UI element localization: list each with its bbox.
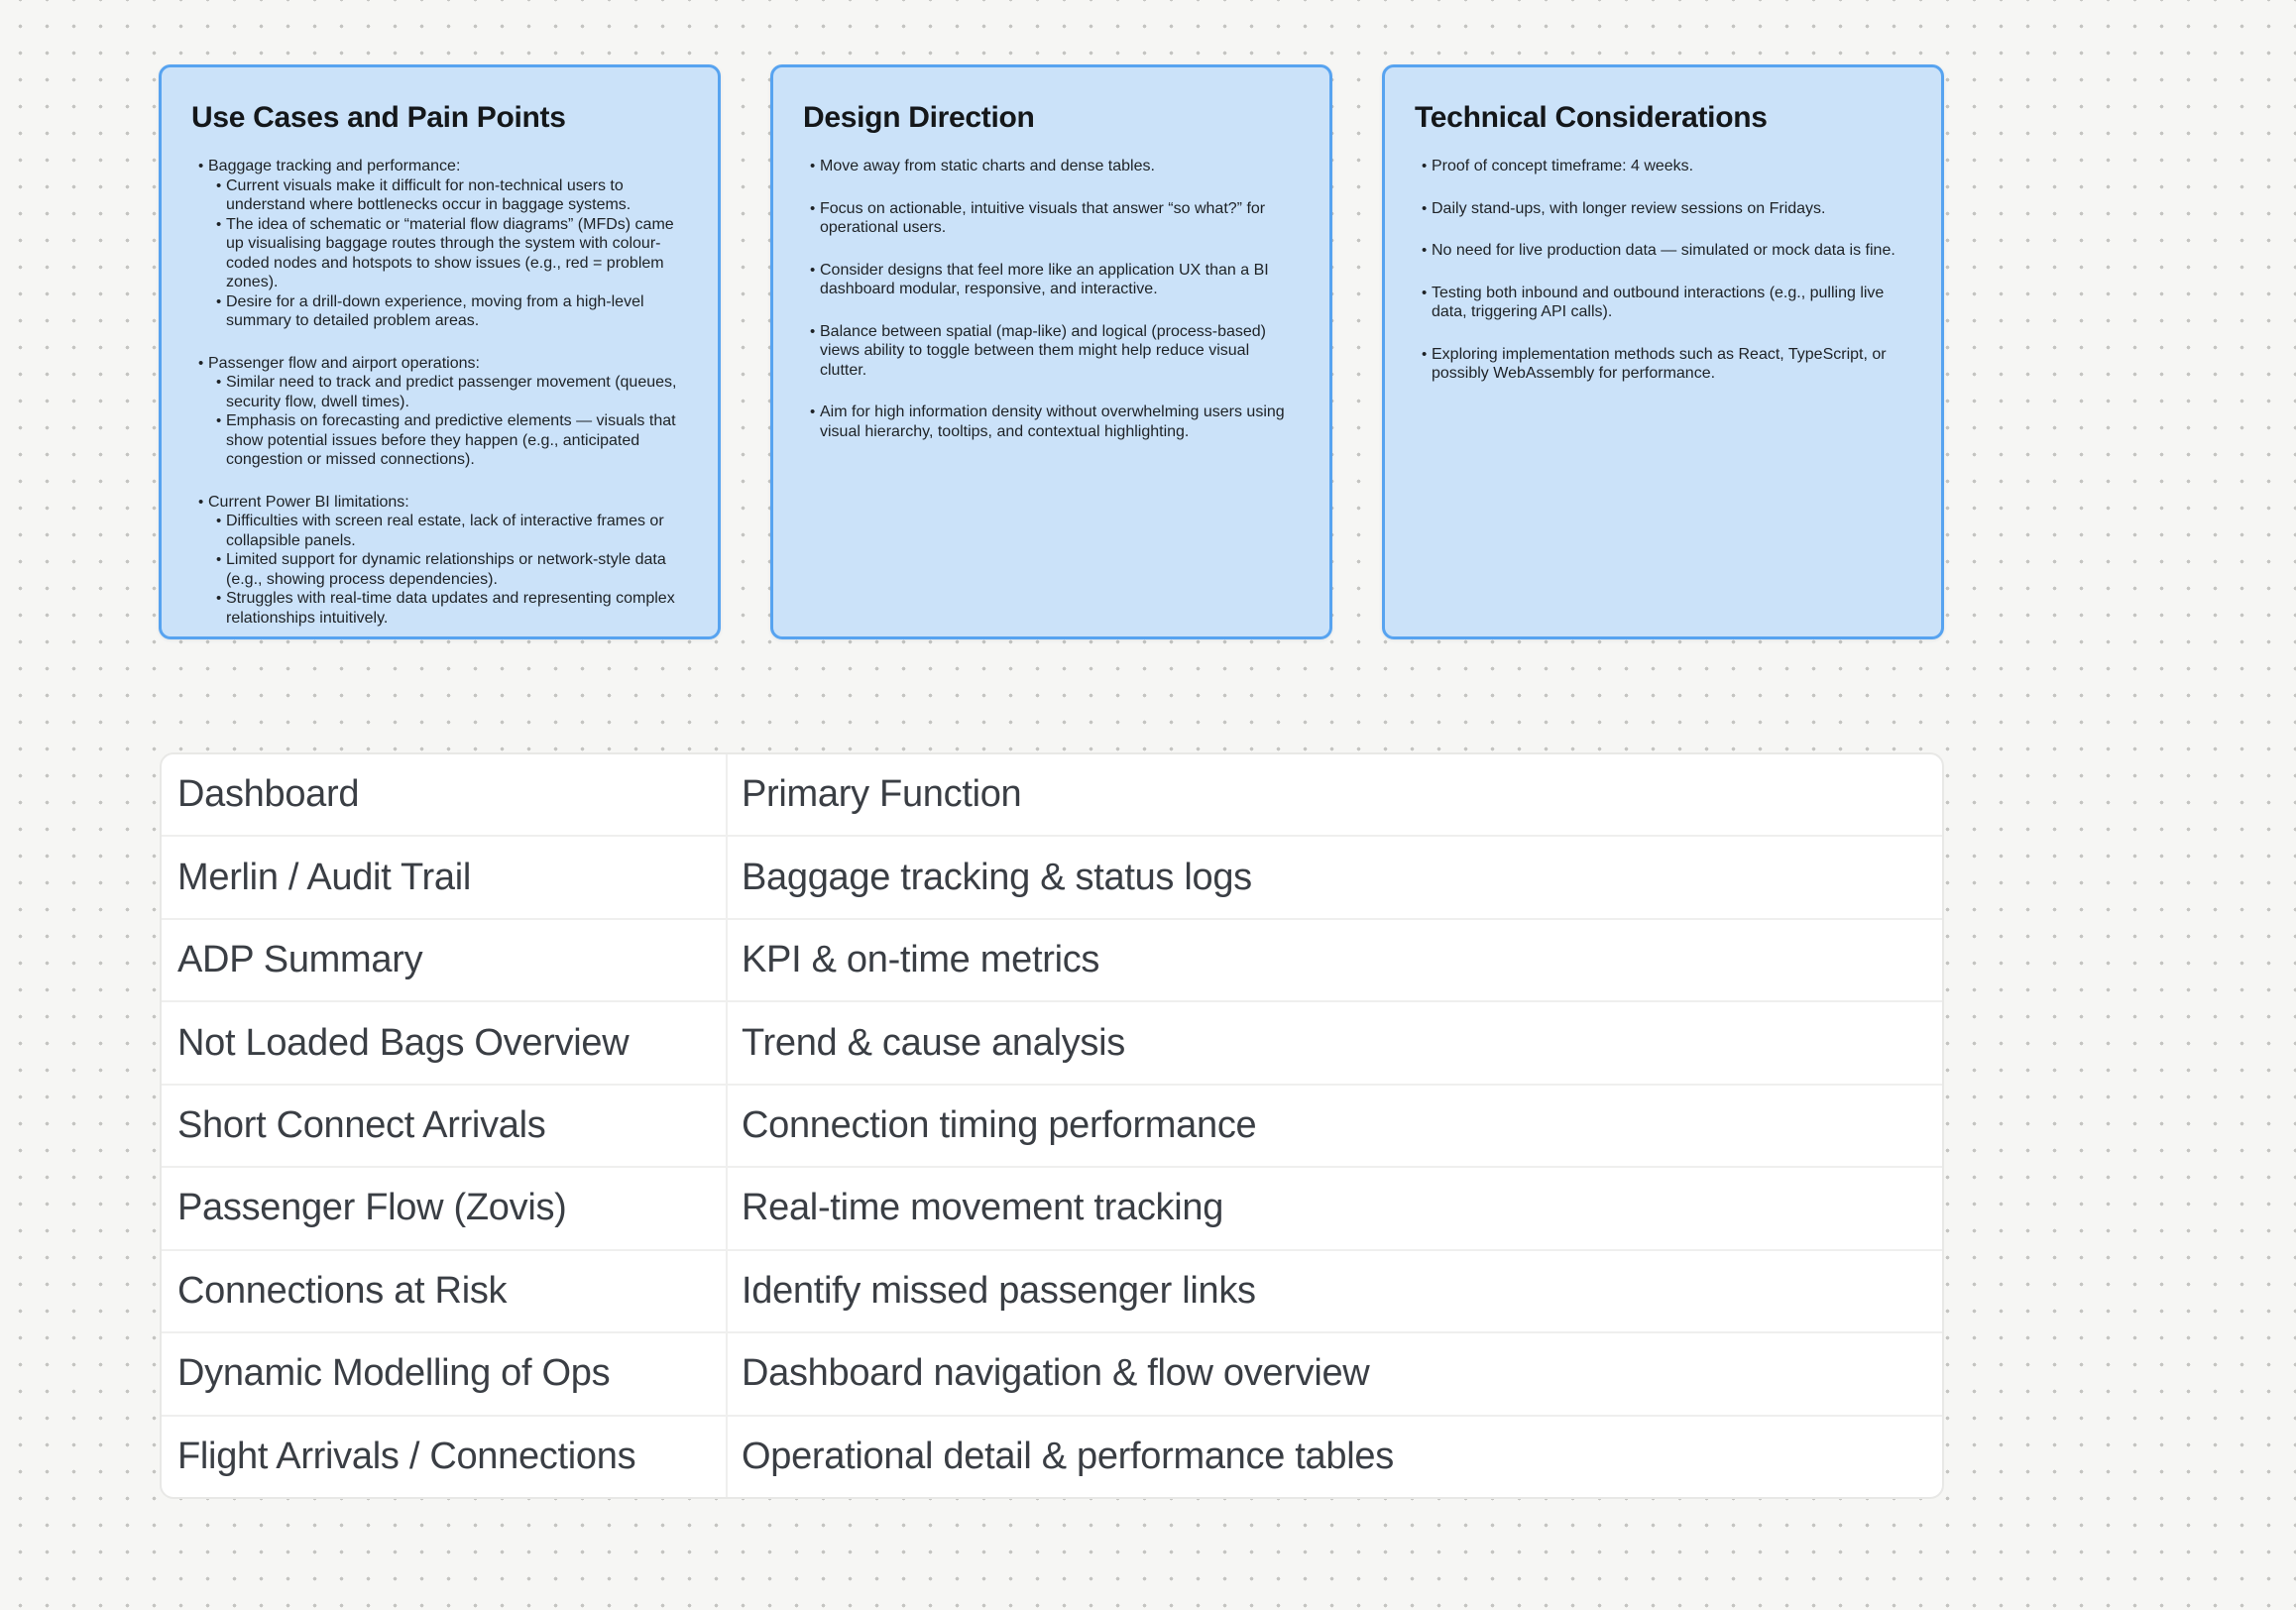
sub-bullet-list [191,373,684,470]
bullet-line [216,176,684,215]
bullet-dot-icon [1422,199,1432,219]
bullet-item [191,493,684,629]
bullet-item [191,157,684,331]
bullet-item [803,402,1296,441]
bullet-dot-icon [810,199,820,219]
bullet-line [810,199,1296,238]
bullet-dot-icon [216,411,226,431]
bullet-text: Similar need to track and predict passenger movement (queues, security flow, dwell times). [226,374,677,410]
bullet-text: Current visuals make it difficult for non-technical users to understand where bottlenecks occur in baggage systems. [226,176,631,213]
bullet-text: Difficulties with screen real estate, lack of interactive frames or collapsible panels. [226,513,664,549]
bullet-text: Move away from static charts and dense tables. [820,158,1155,174]
cell-text: Dashboard navigation & flow overview [742,1352,1370,1395]
card-bullet-list [803,157,1296,441]
bullet-text: Proof of concept timeframe: 4 weeks. [1432,158,1694,174]
bullet-line [198,157,684,176]
bullet-line [216,215,684,292]
bullet-text: Struggles with real-time data updates and representing complex relationships intuitively. [226,590,675,627]
cell-text: Merlin / Audit Trail [177,856,471,898]
sub-bullet-item [191,292,684,331]
bullet-dot-icon [810,157,820,176]
bullet-line [198,493,684,513]
cell-text: ADP Summary [177,939,423,981]
card-bullet-list [1415,157,1907,384]
bullet-text: No need for live production data — simulated or mock data is fine. [1432,242,1895,259]
table-cell-dashboard-name[interactable] [162,1086,728,1166]
table-cell-primary-function[interactable] [728,1002,1942,1083]
bullet-item [1415,199,1907,219]
bullet-dot-icon [216,215,226,235]
bullet-item [803,157,1296,176]
bullet-text: Aim for high information density without overwhelming users using visual hierarchy, tooltips, and contextual highlighting. [820,403,1285,440]
cell-text: Connections at Risk [177,1269,508,1312]
bullet-item [1415,284,1907,322]
bullet-text: Testing both inbound and outbound interactions (e.g., pulling live data, triggering API calls). [1432,284,1885,320]
bullet-item [1415,345,1907,384]
bullet-text: Baggage tracking and performance: [208,158,461,174]
bullet-dot-icon [1422,284,1432,303]
table-cell-primary-function[interactable] [728,920,1942,1000]
bullet-dot-icon [216,550,226,570]
sub-bullet-item [191,373,684,411]
cell-text: Baggage tracking & status logs [742,856,1252,898]
table-cell-primary-function[interactable] [728,1086,1942,1166]
bullet-dot-icon [1422,157,1432,176]
bullet-item [191,354,684,470]
cell-text: Primary Function [742,773,1022,816]
cell-text: Trend & cause analysis [742,1021,1125,1064]
bullet-line [216,373,684,411]
table-row [162,1000,1942,1083]
bullet-line [216,550,684,589]
table-cell-dashboard-name[interactable] [162,1168,728,1248]
sub-bullet-item [191,512,684,550]
bullet-text: The idea of schematic or “material flow diagrams” (MFDs) came up visualising baggage routes through the system with colour-coded nodes and hotspots to show issues (e.g., red = problem zones). [226,215,674,290]
bullet-line [216,292,684,331]
cell-text: Passenger Flow (Zovis) [177,1187,567,1229]
card-title: Technical Considerations [1415,101,1768,134]
bullet-dot-icon [198,493,208,513]
bullet-item [1415,241,1907,261]
table-cell-dashboard-name[interactable] [162,754,728,835]
table-cell-primary-function[interactable] [728,1251,1942,1331]
bullet-line [216,411,684,470]
dashboard-function-table[interactable] [160,752,1944,1499]
cell-text: KPI & on-time metrics [742,939,1100,981]
bullet-dot-icon [198,354,208,374]
table-row [162,835,1942,917]
bullet-dot-icon [198,157,208,176]
bullet-line [1422,345,1907,384]
cell-text: Short Connect Arrivals [177,1103,546,1146]
bullet-line [810,157,1296,176]
bullet-item [803,322,1296,381]
cell-text: Identify missed passenger links [742,1269,1256,1312]
table-cell-dashboard-name[interactable] [162,1417,728,1497]
bullet-text: Desire for a drill-down experience, moving from a high-level summary to detailed problem areas. [226,292,644,329]
sub-bullet-list [191,176,684,331]
table-row [162,1166,1942,1248]
bullet-dot-icon [216,373,226,393]
bullet-dot-icon [810,261,820,281]
bullet-text: Passenger flow and airport operations: [208,354,480,372]
bullet-line [198,354,684,374]
cell-text: Flight Arrivals / Connections [177,1435,636,1477]
sub-bullet-item [191,215,684,292]
bullet-text: Balance between spatial (map-like) and logical (process-based) views ability to toggle between them might help reduce visual clutter. [820,322,1267,379]
table-row [162,1249,1942,1331]
table-cell-primary-function[interactable] [728,1168,1942,1248]
bullet-dot-icon [1422,345,1432,365]
bullet-line [810,402,1296,441]
table-cell-primary-function[interactable] [728,837,1942,917]
bullet-item [803,199,1296,238]
cell-text: Connection timing performance [742,1103,1257,1146]
bullet-text: Consider designs that feel more like an application UX than a BI dashboard modular, responsive, and interactive. [820,261,1269,297]
table-cell-dashboard-name[interactable] [162,920,728,1000]
bullet-text: Emphasis on forecasting and predictive elements — visuals that show potential issues before they happen (e.g., anticipated congestion or missed connections). [226,412,676,468]
bullet-dot-icon [810,402,820,422]
bullet-dot-icon [810,322,820,342]
cell-text: Operational detail & performance tables [742,1435,1394,1477]
cell-text: Dashboard [177,773,360,816]
table-cell-primary-function[interactable] [728,1333,1942,1414]
bullet-text: Focus on actionable, intuitive visuals that answer “so what?” for operational users. [820,199,1266,236]
bullet-line [1422,157,1907,176]
sub-bullet-item [191,550,684,589]
bullet-line [1422,284,1907,322]
sticky-note-use-cases[interactable] [159,64,721,639]
table-cell-primary-function[interactable] [728,754,1942,835]
table-row [162,1084,1942,1166]
bullet-text: Daily stand-ups, with longer review sessions on Fridays. [1432,199,1826,217]
bullet-item [803,261,1296,299]
table-cell-primary-function[interactable] [728,1417,1942,1497]
cell-text: Real-time movement tracking [742,1187,1224,1229]
table-row [162,918,1942,1000]
card-title: Use Cases and Pain Points [191,101,566,134]
bullet-item [1415,157,1907,176]
sub-bullet-item [191,411,684,470]
sticky-note-technical-considerations[interactable] [1382,64,1944,639]
bullet-text: Limited support for dynamic relationships or network-style data (e.g., showing process dependencies). [226,551,666,588]
cell-text: Not Loaded Bags Overview [177,1021,630,1064]
table-row [162,1331,1942,1414]
sub-bullet-list [191,512,684,628]
table-row [162,754,1942,835]
bullet-line [216,589,684,628]
bullet-line [1422,241,1907,261]
sub-bullet-item [191,589,684,628]
bullet-text: Exploring implementation methods such as React, TypeScript, or possibly WebAssembly for performance. [1432,345,1887,382]
cell-text: Dynamic Modelling of Ops [177,1352,611,1395]
table-row [162,1415,1942,1497]
table-cell-dashboard-name[interactable] [162,1251,728,1331]
sub-bullet-item [191,176,684,215]
bullet-dot-icon [1422,241,1432,261]
bullet-line [216,512,684,550]
bullet-text: Current Power BI limitations: [208,493,409,511]
bullet-dot-icon [216,292,226,312]
card-bullet-list [191,157,684,628]
sticky-note-design-direction[interactable] [770,64,1332,639]
table-cell-dashboard-name[interactable] [162,837,728,917]
bullet-dot-icon [216,589,226,609]
bullet-line [1422,199,1907,219]
bullet-dot-icon [216,512,226,531]
card-title: Design Direction [803,101,1035,134]
table-cell-dashboard-name[interactable] [162,1333,728,1414]
table-cell-dashboard-name[interactable] [162,1002,728,1083]
bullet-dot-icon [216,176,226,196]
bullet-line [810,261,1296,299]
bullet-line [810,322,1296,381]
